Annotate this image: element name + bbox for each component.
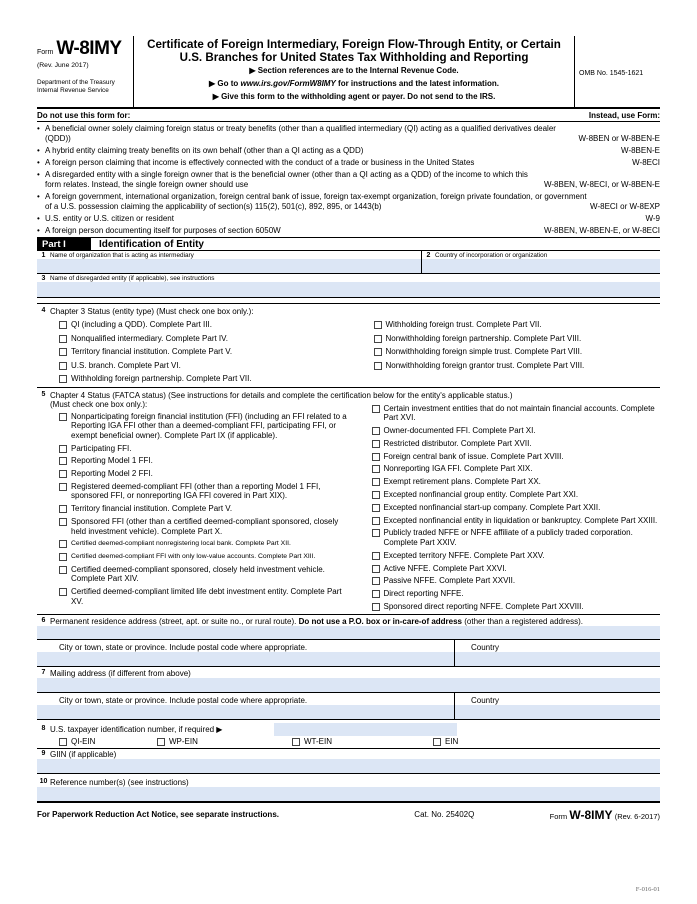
residence-country-input[interactable] — [455, 652, 660, 666]
line4-right-column — [346, 316, 661, 384]
tin-option-wp-ein[interactable]: WP-EIN — [157, 737, 292, 747]
checkbox[interactable] — [372, 478, 380, 486]
status-checkbox-option[interactable]: Excepted nonfinancial start-up company. Complete Part XXII. — [372, 503, 661, 513]
checkbox[interactable] — [372, 453, 380, 461]
country-of-incorporation-input[interactable] — [422, 259, 660, 273]
line7-row — [37, 667, 660, 693]
do-not-use-item: • A foreign person documenting itself for purposes of section 6050W W-8BEN, W-8BEN-E, or W-8ECI — [37, 226, 660, 235]
status-checkbox-option[interactable]: Restricted distributor. Complete Part XVII. — [372, 439, 661, 449]
status-checkbox-option[interactable]: Certified deemed-compliant sponsored, closely held investment vehicle. Complete Part XIV. — [59, 565, 348, 584]
checkbox[interactable] — [59, 483, 67, 491]
do-not-use-header — [37, 109, 660, 122]
do-not-use-label: Do not use this form for: — [37, 110, 131, 120]
line6-city-label: City or town, state or province. Include postal code where appropriate. — [59, 643, 308, 653]
status-checkbox-option[interactable]: Nonreporting IGA FFI. Complete Part XIX. — [372, 464, 661, 474]
checkbox[interactable] — [59, 588, 67, 596]
status-checkbox-option[interactable]: Exempt retirement plans. Complete Part XX. — [372, 477, 661, 487]
line9-row — [37, 749, 660, 774]
line8-row — [37, 720, 660, 749]
checkbox[interactable] — [372, 565, 380, 573]
checkbox[interactable] — [372, 517, 380, 525]
form-id-block — [37, 36, 134, 107]
checkbox[interactable] — [372, 529, 380, 537]
line4-section — [37, 304, 660, 388]
status-checkbox-option[interactable]: Publicly traded NFFE or NFFE affiliate of a publicly traded corporation. Complete Part XXIV. — [372, 528, 661, 547]
line7-city-row — [37, 693, 660, 720]
tin-option-ein[interactable]: EIN — [433, 737, 533, 747]
checkbox[interactable] — [59, 413, 67, 421]
checkbox[interactable] — [59, 457, 67, 465]
checkbox[interactable] — [374, 321, 382, 329]
line6-city-row — [37, 640, 660, 667]
status-checkbox-option[interactable]: U.S. branch. Complete Part VI. — [59, 361, 346, 371]
line1-2-row — [37, 251, 660, 274]
checkbox[interactable] — [59, 518, 67, 526]
line5-label2: (Must check one box only.): — [50, 399, 148, 409]
instruction-give: ▶ Give this form to the withholding agent or payer. Do not send to the IRS. — [212, 92, 496, 101]
checkbox[interactable] — [59, 738, 67, 746]
line3-number: 3 — [41, 275, 46, 282]
line10-row — [37, 774, 660, 803]
paperwork-notice: For Paperwork Reduction Act Notice, see separate instructions. — [37, 810, 279, 820]
omb-number: OMB No. 1545-1621 — [574, 36, 660, 107]
line8-label: U.S. taxpayer identification number, if required ▶ — [50, 725, 223, 735]
checkbox[interactable] — [59, 362, 67, 370]
checkbox[interactable] — [372, 590, 380, 598]
instruction-sections: ▶ Section references are to the Internal Revenue Code. — [249, 66, 459, 75]
mailing-city-input[interactable] — [37, 705, 454, 719]
line10-label: Reference number(s) (see instructions) — [50, 777, 189, 787]
line4-left-column — [59, 316, 346, 384]
checkbox[interactable] — [59, 375, 67, 383]
line2-cell — [422, 251, 660, 273]
form-code: F-016-01 — [635, 886, 660, 893]
do-not-use-item: • A foreign person claiming that income is effectively connected with the conduct of a trade or business in the United States W-8ECI — [37, 158, 660, 167]
part1-title: Identification of Entity — [99, 238, 204, 250]
status-checkbox-option[interactable]: Excepted nonfinancial entity in liquidation or bankruptcy. Complete Part XXIII. — [372, 516, 661, 526]
dept-line1: Department of the Treasury — [37, 79, 115, 86]
status-checkbox-option[interactable]: Nonparticipating foreign financial institution (FFI) (including an FFI related to a Reporting IGA FFI other than a deemed-compliant FFI, participating FFI, or exempt beneficial owner). Complete Part IX (if applicable). — [59, 412, 348, 441]
form-number: W-8IMY — [56, 38, 122, 59]
status-checkbox-option[interactable]: Registered deemed-compliant FFI (other than a reporting Model 1 FFI, sponsored FFI, or nonreporting IGA FFI covered in Part XIX). — [59, 482, 348, 501]
checkbox[interactable] — [372, 465, 380, 473]
line5-label: Chapter 4 Status (FATCA status) (See instructions for details and complete the certification below for the entity's applicable status.) — [50, 390, 513, 400]
title-line2: U.S. Branches for United States Tax Withholding and Reporting — [179, 51, 529, 64]
instruction-url: ▶ Go to www.irs.gov/FormW8IMY for instructions and the latest information. — [209, 79, 499, 88]
status-checkbox-option[interactable]: Withholding foreign trust. Complete Part VII. — [374, 320, 661, 330]
line5-right-column — [368, 401, 661, 612]
checkbox[interactable] — [59, 540, 67, 548]
form-title-block — [134, 36, 574, 107]
checkbox[interactable] — [157, 738, 165, 746]
status-checkbox-option[interactable]: Owner-documented FFI. Complete Part XI. — [372, 426, 661, 436]
disregarded-entity-input[interactable] — [37, 282, 660, 297]
form-header — [37, 36, 660, 109]
status-checkbox-option[interactable]: Nonwithholding foreign partnership. Complete Part VIII. — [374, 334, 661, 344]
checkbox[interactable] — [59, 566, 67, 574]
giin-input[interactable] — [37, 759, 660, 773]
line10-number: 10 — [39, 777, 48, 785]
checkbox[interactable] — [372, 577, 380, 585]
form-w8imy — [37, 36, 660, 822]
line5-left-column — [59, 409, 368, 612]
tin-input[interactable] — [274, 723, 457, 736]
do-not-use-item: • A hybrid entity claiming treaty benefits on its own behalf (other than a QI acting as a QDD) W-8BEN-E — [37, 146, 660, 155]
status-checkbox-option[interactable]: Passive NFFE. Complete Part XXVII. — [372, 576, 661, 586]
checkbox[interactable] — [59, 335, 67, 343]
do-not-use-item: • U.S. entity or U.S. citizen or resident W-9 — [37, 214, 660, 223]
status-checkbox-option[interactable]: Nonwithholding foreign grantor trust. Complete Part VIII. — [374, 361, 661, 371]
org-name-input[interactable] — [37, 259, 421, 273]
tin-option-wt-ein[interactable]: WT-EIN — [292, 737, 433, 747]
checkbox[interactable] — [372, 440, 380, 448]
mailing-country-input[interactable] — [455, 705, 660, 719]
catalog-number: Cat. No. 25402Q — [414, 810, 475, 820]
checkbox[interactable] — [372, 603, 380, 611]
line3-cell — [37, 274, 660, 297]
checkbox[interactable] — [59, 348, 67, 356]
mailing-address-input[interactable] — [37, 678, 660, 692]
residence-city-input[interactable] — [37, 652, 454, 666]
status-checkbox-option[interactable]: Sponsored FFI (other than a certified deemed-compliant sponsored, closely held investment vehicle). Complete Part X. — [59, 517, 348, 536]
checkbox[interactable] — [59, 505, 67, 513]
line2-number: 2 — [426, 252, 431, 259]
status-checkbox-option[interactable]: Excepted territory NFFE. Complete Part XXV. — [372, 551, 661, 561]
reference-number-input[interactable] — [37, 787, 660, 801]
checkbox[interactable] — [374, 335, 382, 343]
checkbox[interactable] — [59, 553, 67, 561]
line2-label: Country of incorporation or organization — [435, 252, 548, 259]
line7-label: Mailing address (if different from above) — [50, 669, 191, 679]
checkbox[interactable] — [372, 491, 380, 499]
checkbox[interactable] — [433, 738, 441, 746]
line7-country-label: Country — [471, 696, 500, 706]
line9-number: 9 — [41, 749, 46, 757]
status-checkbox-option[interactable]: Nonqualified intermediary. Complete Part IV. — [59, 334, 346, 344]
status-checkbox-option[interactable]: QI (including a QDD). Complete Part III. — [59, 320, 346, 330]
line3-row — [37, 274, 660, 298]
status-checkbox-option[interactable]: Reporting Model 2 FFI. — [59, 469, 348, 479]
dept-line2: Internal Revenue Service — [37, 87, 109, 94]
status-checkbox-option[interactable]: Direct reporting NFFE. — [372, 589, 661, 599]
do-not-use-item: • A foreign government, international organization, foreign central bank of issue, foreign tax-exempt organization, foreign private foundation, or government of a U.S. possession claiming the applicability of section(s) 115(2), 501(c), 892, 895, or 1443(b) W-8ECI or W-8EXP — [37, 192, 660, 211]
line4-number: 4 — [41, 307, 46, 314]
status-checkbox-option[interactable]: Withholding foreign partnership. Complete Part VII. — [59, 374, 346, 384]
status-checkbox-option[interactable]: Certified deemed-compliant nonregistering local bank. Complete Part XII. — [59, 539, 348, 549]
checkbox[interactable] — [372, 504, 380, 512]
line9-label: GIIN (if applicable) — [50, 749, 117, 759]
department — [37, 79, 133, 95]
irs-link[interactable]: www.irs.gov/FormW8IMY — [240, 79, 336, 88]
status-checkbox-option[interactable]: Territory financial institution. Complete Part V. — [59, 347, 346, 357]
status-checkbox-option[interactable]: Excepted nonfinancial group entity. Complete Part XXI. — [372, 490, 661, 500]
line4-label: Chapter 3 Status (entity type) (Must check one box only.): — [50, 307, 254, 316]
status-checkbox-option[interactable]: Reporting Model 1 FFI. — [59, 456, 348, 466]
line5-number: 5 — [41, 390, 46, 398]
part1-header — [37, 238, 660, 251]
line6-country-label: Country — [471, 643, 500, 653]
status-checkbox-option[interactable]: Certified deemed-compliant FFI with only low-value accounts. Complete Part XIII. — [59, 552, 348, 562]
revision-date: (Rev. June 2017) — [37, 62, 89, 69]
tin-type-options — [59, 737, 660, 747]
checkbox[interactable] — [59, 321, 67, 329]
checkbox[interactable] — [372, 552, 380, 560]
residence-address-input[interactable] — [37, 626, 660, 639]
checkbox[interactable] — [374, 362, 382, 370]
checkbox[interactable] — [59, 470, 67, 478]
line6-label: Permanent residence address (street, apt. or suite no., or rural route). Do not use a P.O. box or in-care-of address (other than a registered address). — [50, 617, 583, 627]
line6-number: 6 — [41, 617, 46, 625]
status-checkbox-option[interactable]: Participating FFI. — [59, 444, 348, 454]
checkbox[interactable] — [292, 738, 300, 746]
status-checkbox-option[interactable]: Nonwithholding foreign simple trust. Complete Part VIII. — [374, 347, 661, 357]
line7-city-label: City or town, state or province. Include postal code where appropriate. — [59, 696, 308, 706]
checkbox[interactable] — [372, 405, 380, 413]
part1-label: Part I — [37, 238, 91, 251]
line8-number: 8 — [41, 725, 46, 733]
checkbox[interactable] — [374, 348, 382, 356]
form-word: Form — [37, 49, 54, 56]
do-not-use-list — [37, 124, 660, 238]
do-not-use-item: • A disregarded entity with a single foreign owner that is the beneficial owner (other than a QI acting as a QDD) of the income to which this form relates. Instead, the single foreign owner should use W-8BEN, W-8ECI, or W-8BEN-E — [37, 170, 660, 189]
line6-row — [37, 615, 660, 640]
instead-use-label: Instead, use Form: — [588, 110, 660, 120]
title-line1: Certificate of Foreign Intermediary, Foreign Flow-Through Entity, or Certain — [147, 38, 561, 51]
checkbox[interactable] — [59, 445, 67, 453]
status-checkbox-option[interactable]: Territory financial institution. Complete Part V. — [59, 504, 348, 514]
form-footer — [37, 808, 660, 822]
line5-section — [37, 388, 660, 616]
line1-label: Name of organization that is acting as intermediary — [50, 252, 194, 259]
line7-number: 7 — [41, 669, 46, 677]
status-checkbox-option[interactable]: Certain investment entities that do not maintain financial accounts. Complete Part XVI. — [372, 404, 661, 423]
do-not-use-item: • A beneficial owner solely claiming foreign status or treaty benefits (other than a qualified intermediary (QI) acting as a qualified derivatives dealer (QDD)) W-8BEN or W-8BEN-E — [37, 124, 660, 143]
status-checkbox-option[interactable]: Active NFFE. Complete Part XXVI. — [372, 564, 661, 574]
line1-number: 1 — [41, 252, 46, 259]
line3-label: Name of disregarded entity (if applicable), see instructions — [50, 275, 215, 282]
checkbox[interactable] — [372, 427, 380, 435]
status-checkbox-option[interactable]: Certified deemed-compliant limited life debt investment entity. Complete Part XV. — [59, 587, 348, 606]
status-checkbox-option[interactable]: Foreign central bank of issue. Complete Part XVIII. — [372, 452, 661, 462]
footer-form-id: Form W-8IMY (Rev. 6-2017) — [549, 807, 660, 822]
line1-cell — [37, 251, 422, 273]
tin-option-qi-ein[interactable]: QI-EIN — [59, 737, 157, 747]
status-checkbox-option[interactable]: Sponsored direct reporting NFFE. Complete Part XXVIII. — [372, 602, 661, 612]
